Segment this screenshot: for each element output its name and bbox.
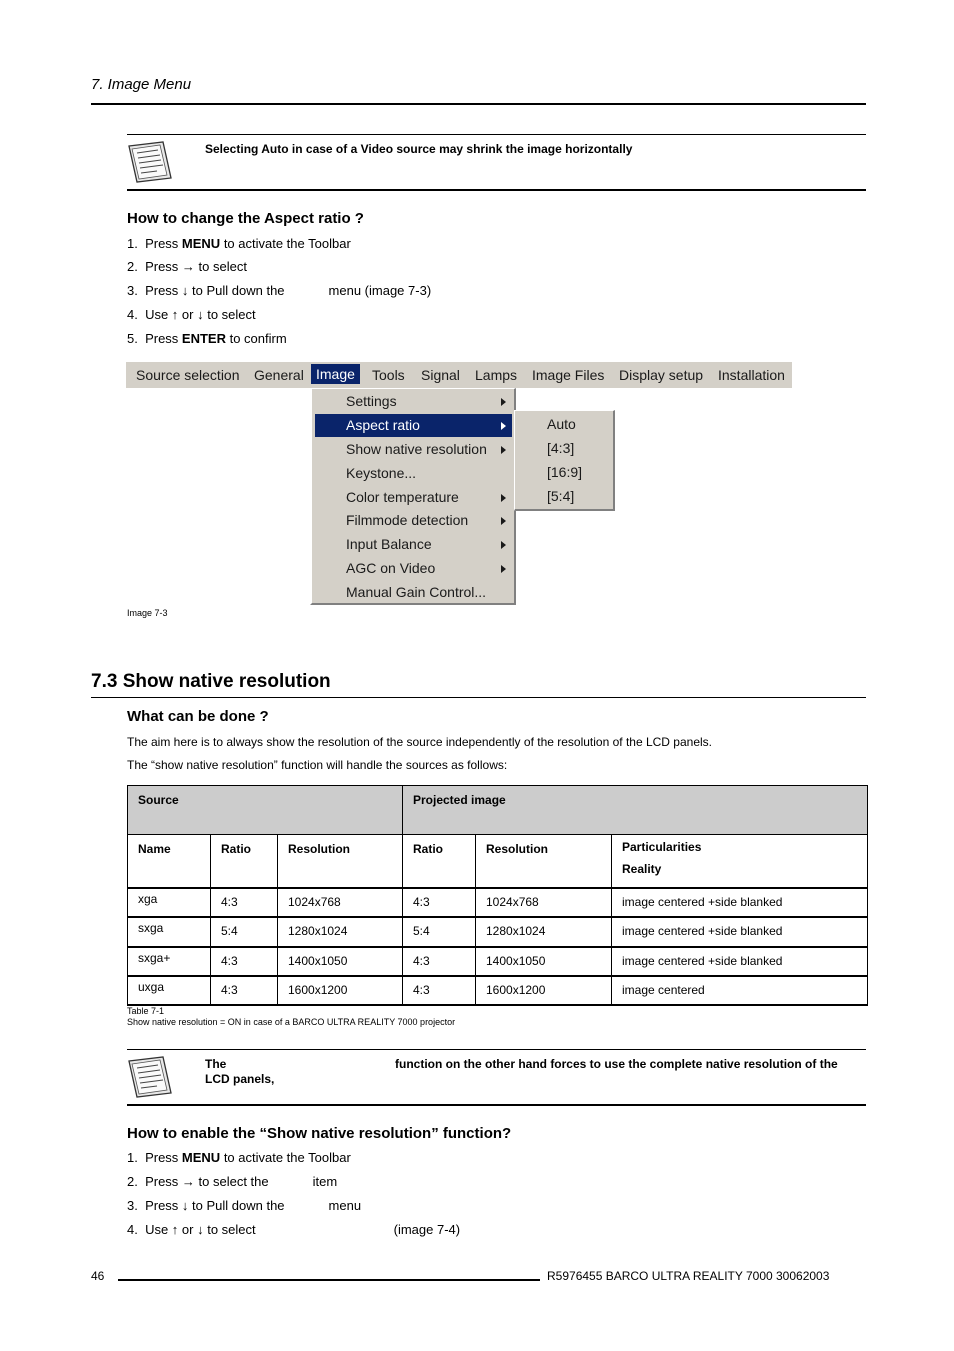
note-top-rule — [127, 134, 866, 135]
table-cell: 4:3 — [403, 888, 476, 917]
column-header: Ratio — [403, 835, 476, 888]
what-heading: What can be done ? — [127, 708, 269, 725]
dropdown-item-settings[interactable]: Settings — [315, 390, 512, 413]
aspect-heading: How to change the Aspect ratio ? — [127, 210, 364, 227]
step-item: 3. Press ↓ to Pull down the menu (image 7-3) — [127, 283, 432, 298]
column-header: Name — [128, 835, 211, 888]
section-title: 7.3 Show native resolution — [91, 671, 331, 692]
group-header-projected: Projected image — [403, 786, 868, 835]
table-cell: 1280x1024 — [476, 917, 612, 947]
table-cell: uxga — [128, 976, 211, 1005]
table-cell: 4:3 — [211, 947, 278, 976]
table-cell: image centered +side blanked — [612, 917, 868, 947]
chevron-right-icon — [501, 446, 506, 454]
note2-top-rule — [127, 1049, 866, 1050]
dropdown-item-filmmode-detection[interactable]: Filmmode detection — [315, 509, 512, 532]
step-item: 2. Press → to select the item — [127, 1174, 338, 1189]
column-header: Ratio — [211, 835, 278, 888]
table-caption-text: Show native resolution = ON in case of a BARCO ULTRA REALITY 7000 projector — [127, 1017, 456, 1027]
submenu-item-16-9[interactable]: [16:9] — [547, 464, 583, 480]
menu-display-setup[interactable]: Display setup — [619, 367, 704, 383]
dropdown-item-input-balance[interactable]: Input Balance — [315, 533, 512, 556]
table-cell: 4:3 — [403, 947, 476, 976]
submenu-item-auto[interactable]: Auto — [547, 416, 576, 432]
menu-image[interactable]: Image — [311, 364, 360, 384]
footer-rule — [118, 1279, 540, 1281]
column-header: Resolution — [476, 835, 612, 888]
dropdown-item-agc-on-video[interactable]: AGC on Video — [315, 557, 512, 580]
table-cell: image centered +side blanked — [612, 947, 868, 976]
intro-paragraph-2: The “show native resolution” function will handle the sources as follows: — [127, 758, 508, 772]
table-cell: 1024x768 — [278, 888, 403, 917]
step-item: 4. Use ↑ or ↓ to select — [127, 307, 256, 322]
document-reference: R5976455 BARCO ULTRA REALITY 7000 30062003 — [547, 1269, 830, 1283]
table-cell: image centered — [612, 976, 868, 1005]
menu-lamps[interactable]: Lamps — [475, 367, 518, 383]
note-icon — [127, 140, 173, 184]
submenu-item-5-4[interactable]: [5:4] — [547, 488, 575, 504]
note-icon — [127, 1055, 173, 1099]
chevron-right-icon — [501, 517, 506, 525]
section-rule — [91, 697, 866, 698]
menu-bar — [126, 362, 792, 388]
column-header: Resolution — [278, 835, 403, 888]
table-caption-title: Table 7-1 — [127, 1006, 165, 1016]
note-text: Selecting Auto in case of a Video source may shrink the image horizontally — [205, 142, 633, 156]
page-number: 46 — [91, 1269, 105, 1283]
step-item: 1. Press MENU to activate the Toolbar — [127, 1150, 351, 1165]
note-bottom-rule — [127, 189, 866, 191]
image-caption: Image 7-3 — [127, 608, 168, 618]
dropdown-item-keystone[interactable]: Keystone... — [346, 465, 417, 481]
dropdown-item-manual-gain-control[interactable]: Manual Gain Control... — [346, 584, 487, 600]
note2-text: function on the other hand forces to use the complete native resolution of the — [395, 1057, 838, 1071]
intro-paragraph: The aim here is to always show the resolution of the source independently of the resolution of the LCD panels. — [127, 735, 713, 749]
aspect-ratio-submenu — [514, 410, 615, 511]
menu-image-files[interactable]: Image Files — [532, 367, 605, 383]
chevron-right-icon — [501, 398, 506, 406]
header-rule — [91, 103, 866, 105]
table-cell: xga — [128, 888, 211, 917]
dropdown-item-show-native-resolution[interactable]: Show native resolution — [315, 438, 512, 461]
table-cell: image centered +side blanked — [612, 888, 868, 917]
step-item: 4. Use ↑ or ↓ to select (image 7-4) — [127, 1222, 461, 1237]
table-cell: 4:3 — [211, 888, 278, 917]
table-cell: 1600x1200 — [476, 976, 612, 1005]
chevron-right-icon — [501, 422, 506, 430]
chevron-right-icon — [501, 541, 506, 549]
submenu-item-4-3[interactable]: [4:3] — [547, 440, 575, 456]
column-header: Particularities Reality — [612, 835, 868, 888]
step-item: 1. Press MENU to activate the Toolbar — [127, 236, 351, 251]
table-cell: 4:3 — [403, 976, 476, 1005]
menu-installation[interactable]: Installation — [718, 367, 785, 383]
table-cell: 1400x1050 — [476, 947, 612, 976]
step-item: 3. Press ↓ to Pull down the menu — [127, 1198, 362, 1213]
dropdown-item-color-temperature[interactable]: Color temperature — [315, 486, 512, 509]
table-row — [128, 888, 868, 917]
note2-word: The — [205, 1057, 227, 1071]
chevron-right-icon — [501, 565, 506, 573]
resolution-table — [127, 785, 868, 1006]
note2-bottom-rule — [127, 1104, 866, 1106]
menu-general[interactable]: General — [254, 367, 304, 383]
table-cell: 1280x1024 — [278, 917, 403, 947]
menu-tools[interactable]: Tools — [372, 367, 405, 383]
note2-text-2: LCD panels, — [205, 1072, 275, 1086]
table-row — [128, 947, 868, 976]
table-cell: sxga — [128, 917, 211, 947]
table-row — [128, 917, 868, 947]
table-row — [128, 976, 868, 1005]
table-cell: sxga+ — [128, 947, 211, 976]
chapter-header: 7. Image Menu — [91, 76, 192, 93]
image-dropdown — [310, 388, 516, 605]
menu-signal[interactable]: Signal — [421, 367, 460, 383]
menu-source-selection[interactable]: Source selection — [136, 367, 240, 383]
table-cell: 5:4 — [403, 917, 476, 947]
enable-heading: How to enable the “Show native resolution” function? — [127, 1125, 512, 1142]
table-cell: 1024x768 — [476, 888, 612, 917]
table-cell: 1600x1200 — [278, 976, 403, 1005]
table-cell: 4:3 — [211, 976, 278, 1005]
group-header-source: Source — [128, 786, 403, 835]
table-cell: 1400x1050 — [278, 947, 403, 976]
step-item: 2. Press → to select — [127, 259, 247, 274]
table-cell: 5:4 — [211, 917, 278, 947]
dropdown-item-aspect-ratio[interactable]: Aspect ratio — [315, 414, 512, 437]
chevron-right-icon — [501, 494, 506, 502]
step-item: 5. Press ENTER to confirm — [127, 331, 287, 346]
